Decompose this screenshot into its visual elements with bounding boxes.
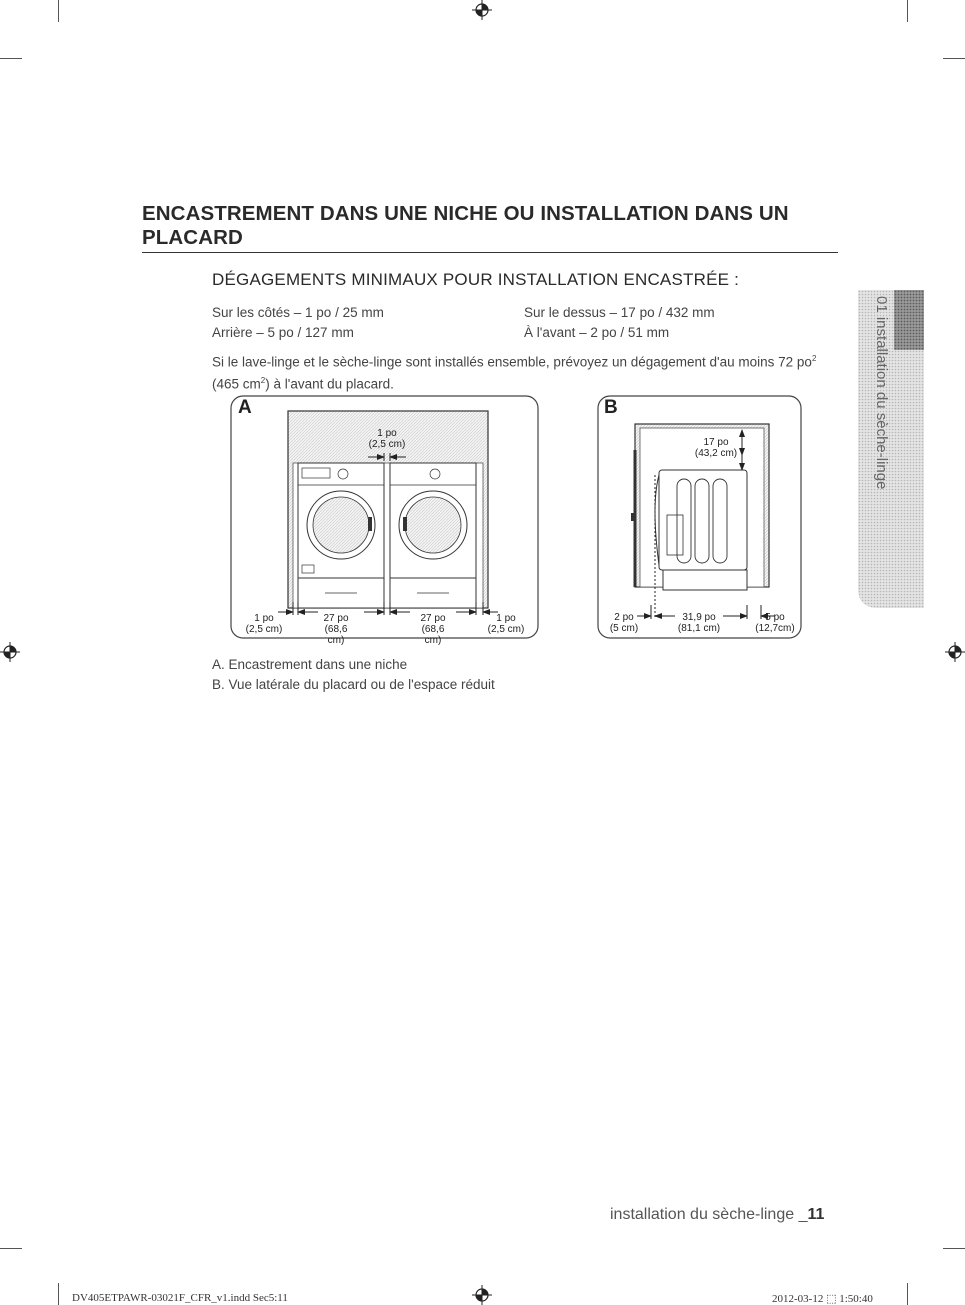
dim-po: 27 po [420, 613, 446, 624]
figure-a-top-gap-cm: (2,5 cm) [368, 439, 406, 450]
dim-cm: (12,7cm) [755, 623, 795, 634]
footer-section [610, 1206, 824, 1224]
caption-a: A. Encastrement dans une niche [212, 657, 408, 672]
title-underline [142, 252, 838, 253]
figure-b-side-view-diagram [597, 395, 803, 640]
footer-section-title: installation du sèche-linge _ [610, 1206, 808, 1223]
clearance-top: Sur le dessus – 17 po / 432 mm [524, 305, 715, 320]
crop-mark [943, 1248, 965, 1249]
figure-a-top-gap-po: 1 po [377, 428, 397, 439]
crop-mark [907, 1283, 908, 1305]
dim-po: 17 po [703, 437, 729, 448]
dim-cm: (68,6 cm) [421, 624, 445, 646]
side-tab-text: 01 installation du sèche-linge [873, 296, 890, 490]
note-text-pre: Si le lave-linge et le sèche-linge sont installés ensemble, prévoyez un dégagement d'au moins 72 po [212, 354, 812, 370]
figure-b-top-dim [693, 437, 739, 459]
note-text-mid: (465 cm [212, 376, 261, 391]
dim-cm: (2,5 cm) [487, 624, 525, 635]
dim-cm: (5 cm) [609, 623, 639, 634]
dim-po: 1 po [496, 613, 516, 624]
dim-po: 2 po [614, 612, 634, 623]
figure-b-dim-front [607, 612, 641, 634]
crop-mark [0, 58, 22, 59]
dim-cm: (68,6 cm) [324, 624, 348, 646]
clearance-rear: Arrière – 5 po / 127 mm [212, 325, 354, 340]
figure-a-dim-washer [316, 613, 356, 646]
caption-b: B. Vue latérale du placard ou de l'espace réduit [212, 677, 495, 692]
crop-mark [58, 0, 59, 22]
note-paragraph [212, 350, 832, 393]
figure-a-label: A [238, 397, 252, 418]
figure-a-dim-right [486, 613, 526, 635]
figure-b-dim-depth [674, 612, 724, 634]
slug-file: DV405ETPAWR-03021F_CFR_v1.indd Sec5:11 [72, 1292, 288, 1304]
side-tab-label [866, 296, 894, 596]
dim-po: 5 po [765, 612, 785, 623]
note-text-post: ) à l'avant du placard. [265, 376, 394, 391]
page-number: 11 [807, 1206, 825, 1223]
figure-b-label: B [604, 397, 618, 418]
dim-cm: (43,2 cm) [694, 448, 738, 459]
figure-a-dim-left [244, 613, 284, 635]
crop-mark [58, 1283, 59, 1305]
section-subtitle: DÉGAGEMENTS MINIMAUX POUR INSTALLATION ENCASTRÉE : [212, 270, 739, 289]
dim-cm: (2,5 cm) [245, 624, 283, 635]
dryer-illustration [390, 463, 476, 608]
registration-mark-icon [472, 1285, 492, 1305]
clearance-front: À l'avant – 2 po / 51 mm [524, 325, 670, 340]
dim-po: 1 po [254, 613, 274, 624]
note-sup-2: 2 [260, 375, 266, 385]
note-sup-1: 2 [811, 354, 817, 363]
crop-mark [0, 1248, 22, 1249]
dim-po: 27 po [323, 613, 349, 624]
crop-mark [943, 58, 965, 59]
washer-illustration [298, 463, 384, 608]
figure-b-dim-rear [752, 612, 798, 634]
slug-date: 2012-03-12 ⬚ 1:50:40 [772, 1293, 873, 1305]
page-title: ENCASTREMENT DANS UNE NICHE OU INSTALLATION DANS UN PLACARD [142, 202, 789, 249]
clearance-sides: Sur les côtés – 1 po / 25 mm [212, 305, 384, 320]
registration-mark-icon [472, 0, 492, 20]
dim-cm: (81,1 cm) [677, 623, 721, 634]
dryer-side-illustration [655, 470, 747, 590]
figure-a-dim-dryer [413, 613, 453, 646]
crop-mark [907, 0, 908, 22]
dim-po: 31,9 po [682, 612, 716, 623]
registration-mark-icon [945, 642, 965, 662]
figure-a-top-gap [362, 428, 412, 450]
registration-mark-icon [0, 642, 20, 662]
